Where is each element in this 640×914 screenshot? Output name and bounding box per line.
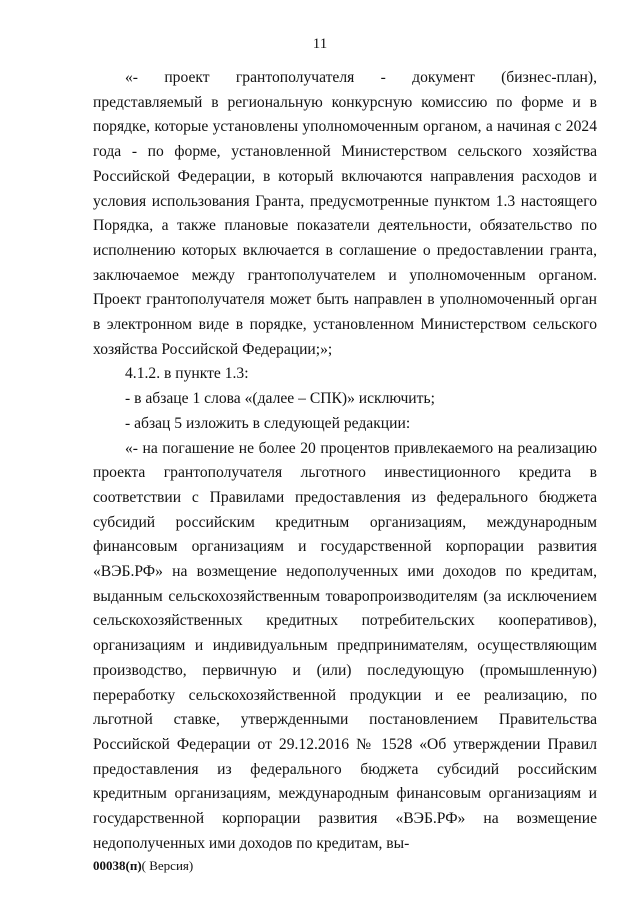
document-version: ( Версия) <box>141 858 194 873</box>
paragraph-project-definition: «- проект грантополучателя - документ (бизнес-план), представляемый в региональную конкурсную комиссию по форме и в порядке, которые установлены уполномоченным органом, а начиная с 2024 года - по форме, установленной Министерством сельского хозяйства Российской Федерации, в который включаются направления расходов и условия использования Гранта, предусмотренные пунктом 1.3 настоящего Порядка, а также плановые показатели деятельности, обязательство по исполнению которых включается в соглашение о предоставлении гранта, заключаемое между грантополучателем и уполномоченным органом. Проект грантополучателя может быть направлен в уполномоченный орган в электронном виде в порядке, установленном Министерством сельского хозяйства Российской Федерации;»; <box>93 69 597 358</box>
document-footer <box>93 858 193 874</box>
paragraph-loan-repayment: «- на погашение не более 20 процентов привлекаемого на реализацию проекта грантополучателя льготного инвестиционного кредита в соответствии с Правилами предоставления из федерального бюджета субсидий российским кредитным организациям, международным финансовым организациям и государственной корпорации развития «ВЭБ.РФ» на возмещение недополученных ими доходов по кредитам, выданным сельскохозяйственным товаропроизводителям (за исключением сельскохозяйственных кредитных потребительских кооперативов), организациям и индивидуальным предпринимателям, осуществляющим производство, первичную и (или) последующую (промышленную) переработку сельскохозяйственной продукции и ее реализацию, по льготной ставке, утвержденными постановлением Правительства Российской Федерации от 29.12.2016 № 1528 «Об утверждении Правил предоставления из федерального бюджета субсидий российским кредитным организациям, международным финансовым организациям и государственной корпорации развития «ВЭБ.РФ» на возмещение недополученных ими доходов по кредитам, вы- <box>93 439 597 852</box>
document-body <box>93 66 597 857</box>
page-number: 11 <box>312 36 328 52</box>
paragraph-abzac-1: - в абзаце 1 слова «(далее – СПК)» исключить; <box>125 390 435 408</box>
paragraph-abzac-5: - абзац 5 изложить в следующей редакции: <box>125 414 411 432</box>
document-code: 00038(п) <box>93 858 142 873</box>
paragraph-clause-4-1-2: 4.1.2. в пункте 1.3: <box>125 365 249 383</box>
